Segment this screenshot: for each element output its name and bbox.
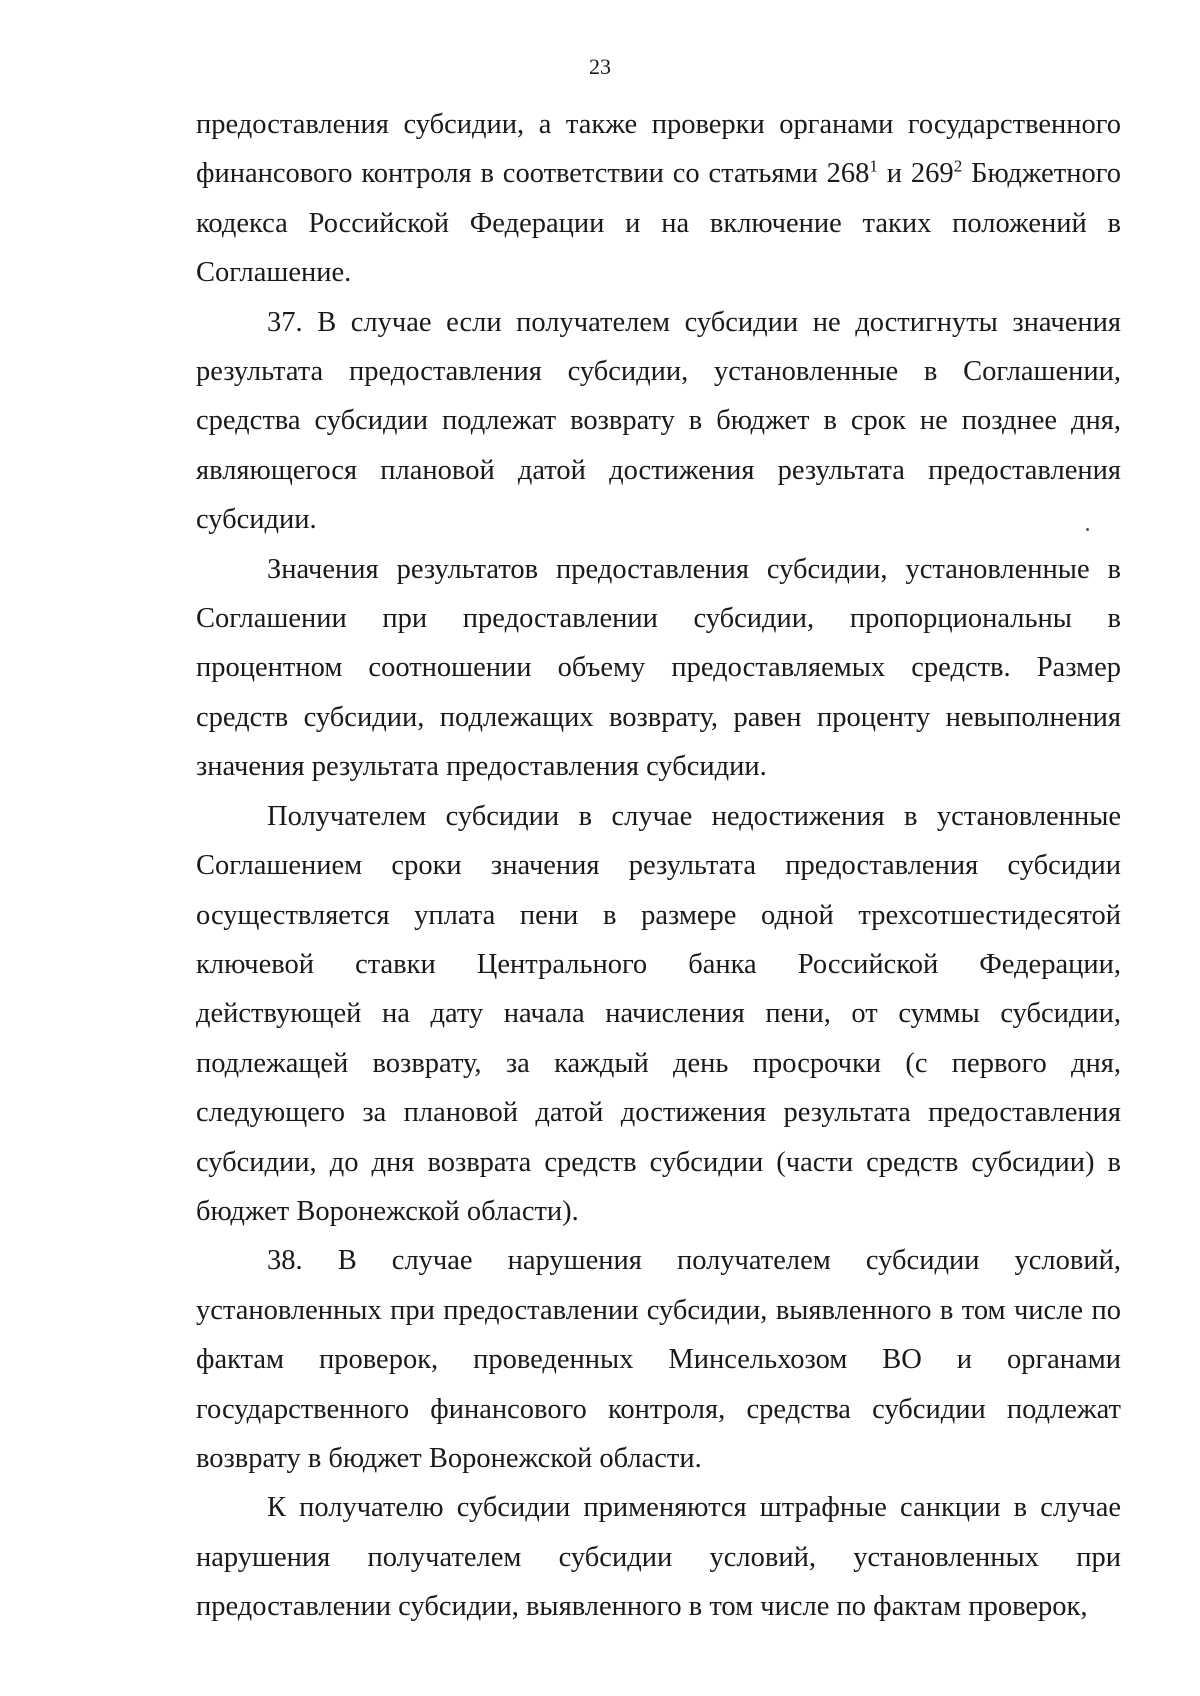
superscript-2: 2	[953, 156, 963, 176]
superscript-1: 1	[869, 156, 878, 176]
scan-speck	[1086, 528, 1089, 531]
paragraph-continuation	[196, 100, 1121, 298]
document-body	[196, 100, 1121, 1632]
paragraph-text: и 269	[877, 158, 954, 190]
paragraph-text: предоставления субсидии, а также проверки органами государственного финансового контроля в соответствии со статьями 268	[196, 109, 1121, 190]
paragraph-37: 37. В случае если получателем субсидии не достигнуты значения результата предоставления субсидии, установленные в Соглашении, средства субсидии подлежат возврату в бюджет в срок не позднее дня, являющегося плановой датой достижения результата предоставления субсидии.	[196, 306, 1121, 536]
paragraph-38: 38. В случае нарушения получателем субсидии условий, установленных при предоставлении субсидии, выявленного в том числе по фактам проверок, проведенных Минсельхозом ВО и органами государственного финансового контроля, средства субсидии подлежат возврату в бюджет Воронежской области.	[196, 1245, 1121, 1474]
page-number: 23	[589, 54, 611, 79]
paragraph-penalty: Получателем субсидии в случае недостижения в установленные Соглашением сроки значения результата предоставления субсидии осуществляется уплата пени в размере одной трехсотшестидесятой ключевой ставки Центрального банка Российской Федерации, действующей на дату начала начисления пени, от суммы субсидии, подлежащей возврату, за каждый день просрочки (с первого дня, следующего за плановой датой достижения результата предоставления субсидии, до дня возврата средств субсидии (части средств субсидии) в бюджет Воронежской области).	[196, 800, 1121, 1227]
paragraph-results-values: Значения результатов предоставления субсидии, установленные в Соглашении при предоставлении субсидии, пропорциональны в процентном соотношении объему предоставляемых средств. Размер средств субсидии, подлежащих возврату, равен проценту невыполнения значения результата предоставления субсидии.	[196, 553, 1121, 783]
paragraph-text: Бюджетного кодекса Российской Федерации и на включение таких положений в Соглашение.	[196, 158, 1121, 289]
paragraph-fines: К получателю субсидии применяются штрафные санкции в случае нарушения получателем субсидии условий, установленных при предоставлении субсидии, выявленного в том числе по фактам проверок,	[196, 1492, 1121, 1623]
